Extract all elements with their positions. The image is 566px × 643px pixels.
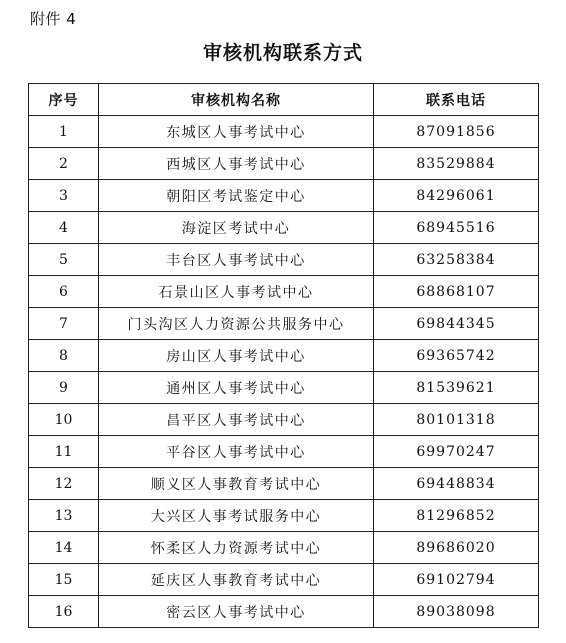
table-row bbox=[29, 500, 539, 532]
cell-no: 13 bbox=[29, 500, 99, 532]
table-row bbox=[29, 468, 539, 500]
cell-phone: 80101318 bbox=[374, 404, 539, 436]
cell-phone: 69102794 bbox=[374, 564, 539, 596]
header-no: 序号 bbox=[29, 84, 99, 116]
cell-no: 16 bbox=[29, 596, 99, 628]
cell-no: 1 bbox=[29, 116, 99, 148]
table-row bbox=[29, 404, 539, 436]
cell-agency-name: 延庆区人事教育考试中心 bbox=[99, 564, 374, 596]
cell-phone: 68868107 bbox=[374, 276, 539, 308]
cell-no: 6 bbox=[29, 276, 99, 308]
page-title: 审核机构联系方式 bbox=[202, 42, 363, 64]
table-row bbox=[29, 340, 539, 372]
cell-agency-name: 昌平区人事考试中心 bbox=[99, 404, 374, 436]
cell-agency-name: 平谷区人事考试中心 bbox=[99, 436, 374, 468]
cell-agency-name: 大兴区人事考试服务中心 bbox=[99, 500, 374, 532]
cell-phone: 69844345 bbox=[374, 308, 539, 340]
cell-agency-name: 海淀区考试中心 bbox=[99, 212, 374, 244]
cell-agency-name: 通州区人事考试中心 bbox=[99, 372, 374, 404]
cell-phone: 84296061 bbox=[374, 180, 539, 212]
table-row bbox=[29, 148, 539, 180]
cell-phone: 69970247 bbox=[374, 436, 539, 468]
cell-agency-name: 房山区人事考试中心 bbox=[99, 340, 374, 372]
table-row bbox=[29, 436, 539, 468]
cell-no: 8 bbox=[29, 340, 99, 372]
table-row bbox=[29, 116, 539, 148]
cell-agency-name: 丰台区人事考试中心 bbox=[99, 244, 374, 276]
table-row bbox=[29, 212, 539, 244]
cell-no: 5 bbox=[29, 244, 99, 276]
cell-no: 10 bbox=[29, 404, 99, 436]
cell-no: 9 bbox=[29, 372, 99, 404]
cell-agency-name: 朝阳区考试鉴定中心 bbox=[99, 180, 374, 212]
table-row bbox=[29, 596, 539, 628]
cell-phone: 63258384 bbox=[374, 244, 539, 276]
table-row bbox=[29, 532, 539, 564]
cell-agency-name: 门头沟区人力资源公共服务中心 bbox=[99, 308, 374, 340]
cell-no: 7 bbox=[29, 308, 99, 340]
cell-no: 4 bbox=[29, 212, 99, 244]
cell-no: 14 bbox=[29, 532, 99, 564]
header-name: 审核机构名称 bbox=[99, 84, 374, 116]
cell-agency-name: 怀柔区人力资源考试中心 bbox=[99, 532, 374, 564]
cell-phone: 87091856 bbox=[374, 116, 539, 148]
cell-agency-name: 密云区人事考试中心 bbox=[99, 596, 374, 628]
table-row bbox=[29, 276, 539, 308]
cell-no: 2 bbox=[29, 148, 99, 180]
table-row bbox=[29, 244, 539, 276]
cell-phone: 69365742 bbox=[374, 340, 539, 372]
cell-no: 12 bbox=[29, 468, 99, 500]
cell-no: 11 bbox=[29, 436, 99, 468]
table-body bbox=[29, 116, 539, 628]
header-phone: 联系电话 bbox=[374, 84, 539, 116]
cell-agency-name: 东城区人事考试中心 bbox=[99, 116, 374, 148]
cell-phone: 69448834 bbox=[374, 468, 539, 500]
cell-phone: 89038098 bbox=[374, 596, 539, 628]
cell-agency-name: 石景山区人事考试中心 bbox=[99, 276, 374, 308]
attachment-label: 附件 4 bbox=[30, 10, 77, 28]
cell-phone: 81296852 bbox=[374, 500, 539, 532]
table-row bbox=[29, 308, 539, 340]
cell-phone: 68945516 bbox=[374, 212, 539, 244]
table-header-row bbox=[29, 84, 539, 116]
cell-phone: 89686020 bbox=[374, 532, 539, 564]
cell-phone: 81539621 bbox=[374, 372, 539, 404]
table-row bbox=[29, 180, 539, 212]
cell-no: 3 bbox=[29, 180, 99, 212]
cell-no: 15 bbox=[29, 564, 99, 596]
cell-agency-name: 西城区人事考试中心 bbox=[99, 148, 374, 180]
table-row bbox=[29, 372, 539, 404]
contacts-table bbox=[28, 83, 539, 628]
table-row bbox=[29, 564, 539, 596]
cell-agency-name: 顺义区人事教育考试中心 bbox=[99, 468, 374, 500]
cell-phone: 83529884 bbox=[374, 148, 539, 180]
